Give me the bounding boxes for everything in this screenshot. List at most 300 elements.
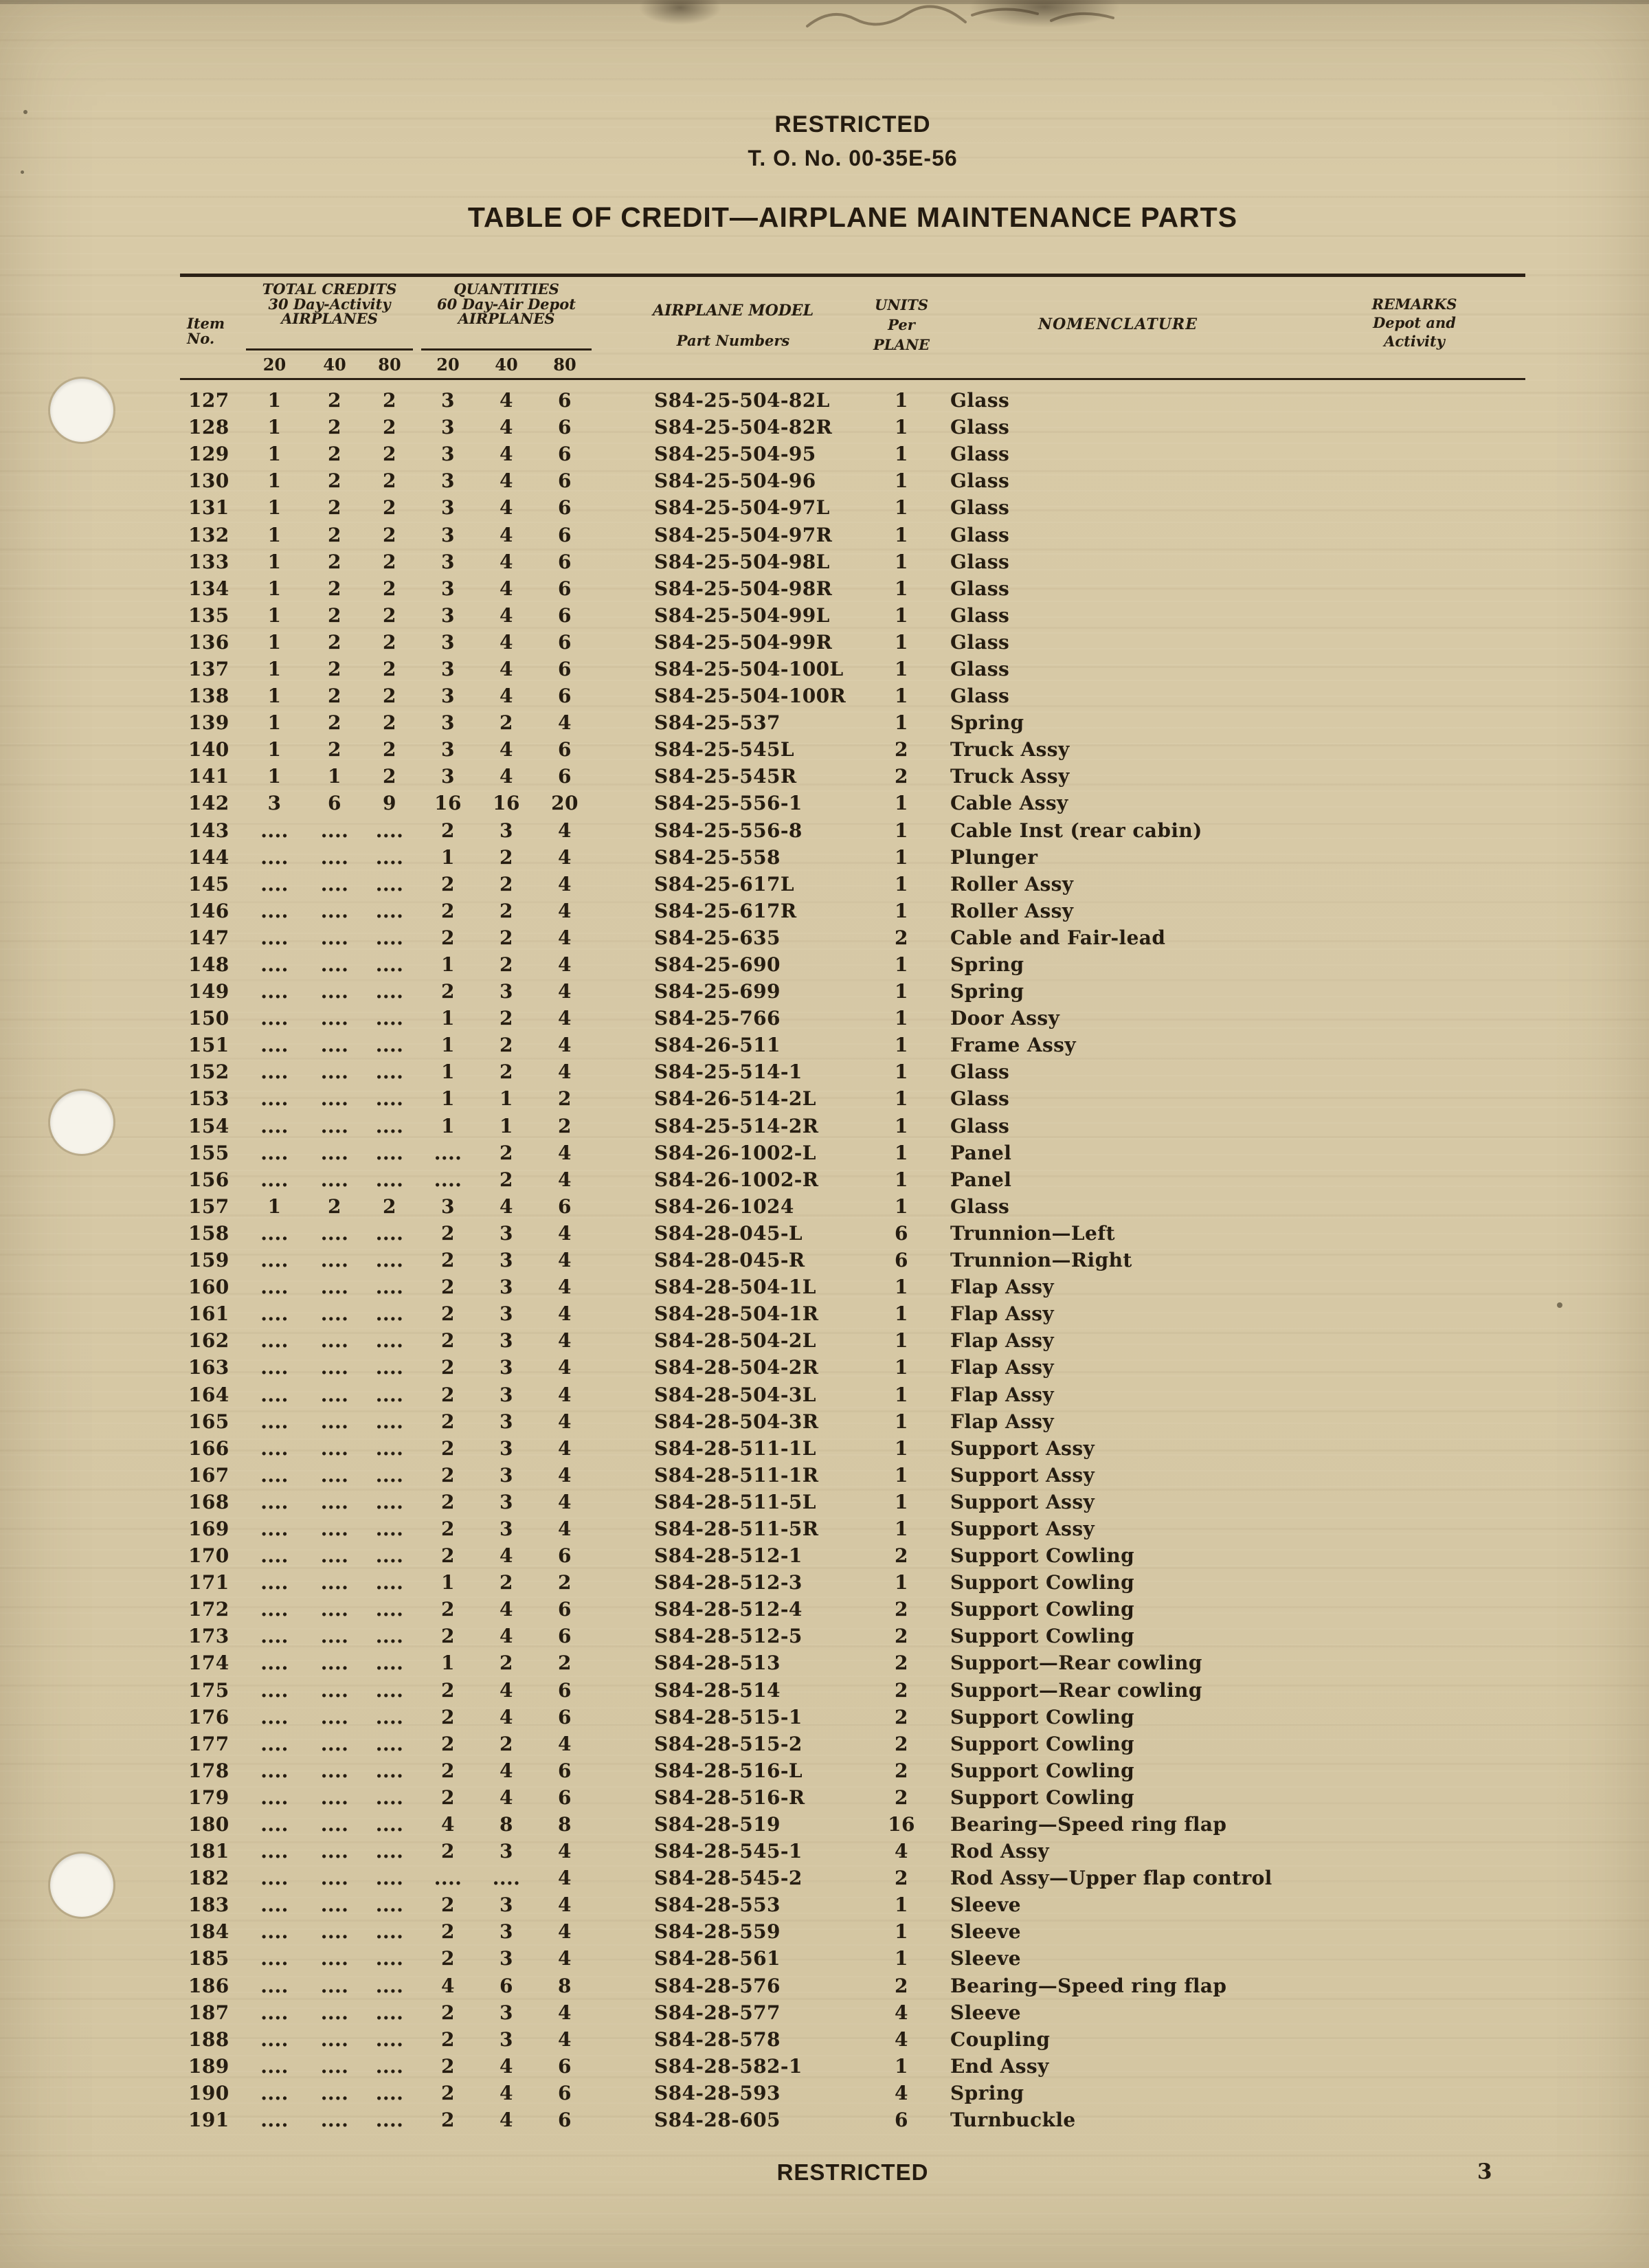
cell-part: S84-28-515-1 [654, 1705, 803, 1728]
cell-t20: .... [260, 1571, 289, 1594]
cell-t40: .... [320, 1759, 349, 1782]
cell-t20: 1 [267, 523, 282, 546]
table-row [180, 736, 1525, 763]
cell-t80: .... [375, 1168, 404, 1191]
cell-units: 2 [895, 738, 908, 761]
cell-t40: 2 [328, 469, 341, 493]
table-row [180, 1354, 1525, 1381]
table-row [180, 656, 1525, 682]
cell-q20: 2 [441, 1893, 455, 1917]
cell-t20: .... [260, 2081, 289, 2104]
cell-q40: 3 [500, 1436, 513, 1460]
cell-q80: 4 [558, 1276, 572, 1299]
cell-q80: 6 [558, 2109, 572, 2132]
cell-item: 188 [188, 2027, 229, 2051]
cell-q40: 4 [500, 469, 513, 493]
cell-t20: 1 [267, 1194, 282, 1218]
cell-item: 179 [188, 1786, 229, 1809]
cell-q20: 3 [441, 603, 455, 627]
cell-t20: .... [260, 1168, 289, 1191]
cell-t80: .... [375, 1114, 404, 1137]
cell-item: 137 [188, 657, 229, 680]
cell-units: 1 [895, 1920, 908, 1944]
cell-nomen: Flap Assy [950, 1329, 1055, 1353]
cell-t20: .... [260, 926, 289, 949]
cell-item: 155 [188, 1141, 229, 1164]
cell-units: 1 [895, 496, 908, 520]
cell-q40: .... [492, 1867, 521, 1890]
cell-q40: 3 [500, 1329, 513, 1353]
cell-t40: .... [320, 1571, 349, 1594]
cell-nomen: Glass [950, 603, 1010, 627]
subcolumn-headers: 20 40 80 [262, 354, 401, 375]
cell-t80: 2 [383, 603, 396, 627]
cell-part: S84-28-605 [654, 2109, 781, 2132]
cell-q80: 6 [558, 2081, 572, 2104]
group-rule [421, 348, 592, 351]
cell-q80: 4 [558, 711, 572, 735]
cell-t80: .... [375, 819, 404, 842]
cell-nomen: Trunnion—Right [950, 1249, 1132, 1272]
cell-q20: 2 [441, 1732, 455, 1755]
cell-q80: 2 [558, 1087, 572, 1111]
cell-item: 154 [188, 1114, 229, 1137]
table-row [180, 2026, 1525, 2053]
cell-q20: 2 [441, 1705, 455, 1728]
cell-t80: .... [375, 1060, 404, 1084]
cell-part: S84-25-545L [654, 738, 794, 761]
cell-units: 1 [895, 657, 908, 680]
cell-item: 167 [188, 1463, 229, 1487]
cell-q40: 2 [500, 1732, 513, 1755]
cell-t40: .... [320, 1786, 349, 1809]
table-row [180, 790, 1525, 816]
cell-units: 1 [895, 1060, 908, 1084]
cell-q40: 4 [500, 577, 513, 600]
cell-t80: .... [375, 1249, 404, 1272]
cell-q20: 3 [441, 550, 455, 573]
cell-t80: .... [375, 1786, 404, 1809]
cell-item: 130 [188, 469, 229, 493]
cell-q20: 2 [441, 2001, 455, 2024]
cell-t80: .... [375, 1302, 404, 1326]
cell-t40: 2 [328, 1194, 341, 1218]
cell-t20: .... [260, 1920, 289, 1944]
cell-t20: 1 [267, 389, 282, 412]
cell-q20: 1 [441, 1652, 455, 1675]
cell-part: S84-28-561 [654, 1947, 781, 1970]
cell-t40: .... [320, 1060, 349, 1084]
cell-part: S84-28-512-3 [654, 1571, 803, 1594]
cell-t80: .... [375, 1410, 404, 1433]
cell-t20: .... [260, 1732, 289, 1755]
cell-part: S84-25-504-99R [654, 630, 833, 654]
table-row [180, 441, 1525, 467]
table-row [180, 871, 1525, 898]
table-row [180, 1999, 1525, 2026]
cell-t40: .... [320, 2109, 349, 2132]
cell-t80: 2 [383, 469, 396, 493]
cell-nomen: Spring [950, 711, 1024, 735]
cell-q40: 4 [500, 1625, 513, 1648]
cell-t80: 2 [383, 416, 396, 439]
cell-nomen: Spring [950, 980, 1024, 1003]
cell-t20: .... [260, 1517, 289, 1540]
cell-q40: 8 [500, 1813, 513, 1836]
cell-item: 161 [188, 1302, 229, 1326]
cell-nomen: Rod Assy—Upper flap control [950, 1867, 1272, 1890]
cell-q80: 4 [558, 1060, 572, 1084]
cell-nomen: Support Assy [950, 1436, 1095, 1460]
cell-t20: .... [260, 1249, 289, 1272]
hole-punch [50, 1854, 113, 1917]
cell-q40: 3 [500, 2027, 513, 2051]
cell-t20: .... [260, 1060, 289, 1084]
cell-q40: 3 [500, 1410, 513, 1433]
cell-part: S84-28-511-5R [654, 1517, 819, 1540]
cell-q20: 2 [441, 819, 455, 842]
cell-t20: .... [260, 1840, 289, 1863]
table-row [180, 1649, 1525, 1676]
cell-t40: .... [320, 1893, 349, 1917]
cell-units: 1 [895, 685, 908, 708]
table-row [180, 1193, 1525, 1220]
cell-q80: 6 [558, 416, 572, 439]
cell-q80: 6 [558, 738, 572, 761]
cell-item: 136 [188, 630, 229, 654]
cell-q20: 2 [441, 1249, 455, 1272]
cell-q20: 1 [441, 1060, 455, 1084]
classification-bottom: RESTRICTED [776, 2159, 929, 2185]
cell-item: 186 [188, 1974, 229, 1997]
cell-q40: 2 [500, 953, 513, 977]
cell-t20: 1 [267, 657, 282, 680]
cell-q80: 4 [558, 899, 572, 922]
cell-t40: .... [320, 1221, 349, 1245]
cell-item: 129 [188, 443, 229, 466]
cell-nomen: Support Cowling [950, 1598, 1135, 1621]
cell-q20: 2 [441, 1276, 455, 1299]
cell-nomen: Door Assy [950, 1007, 1060, 1030]
cell-nomen: Cable Inst (rear cabin) [950, 819, 1202, 842]
cell-units: 2 [895, 765, 908, 788]
cell-q20: 3 [441, 416, 455, 439]
cell-nomen: Glass [950, 496, 1010, 520]
cell-t80: .... [375, 1383, 404, 1406]
cell-nomen: Support Cowling [950, 1759, 1135, 1782]
cell-nomen: Glass [950, 1114, 1010, 1137]
cell-q40: 3 [500, 1490, 513, 1513]
cell-item: 140 [188, 738, 229, 761]
cell-item: 145 [188, 872, 229, 896]
cell-t80: .... [375, 1947, 404, 1970]
cell-q20: 2 [441, 2054, 455, 2078]
table-row [180, 1058, 1525, 1085]
cell-t20: 1 [267, 765, 282, 788]
cell-part: S84-28-512-1 [654, 1544, 803, 1568]
cell-q20: 1 [441, 1571, 455, 1594]
cell-item: 141 [188, 765, 229, 788]
table-row [180, 951, 1525, 978]
cell-t80: .... [375, 1759, 404, 1782]
cell-units: 1 [895, 711, 908, 735]
cell-part: S84-28-576 [654, 1974, 781, 1997]
cell-units: 1 [895, 1034, 908, 1057]
cell-q80: 4 [558, 926, 572, 949]
cell-nomen: Roller Assy [950, 872, 1074, 896]
table-row [180, 1435, 1525, 1462]
cell-t80: .... [375, 1652, 404, 1675]
cell-item: 166 [188, 1436, 229, 1460]
cell-t40: 2 [328, 577, 341, 600]
cell-t80: 2 [383, 523, 396, 546]
cell-nomen: Panel [950, 1141, 1012, 1164]
cell-t40: .... [320, 2027, 349, 2051]
cell-t20: .... [260, 1490, 289, 1513]
cell-t40: .... [320, 1625, 349, 1648]
cell-q80: 6 [558, 1598, 572, 1621]
cell-t80: .... [375, 1356, 404, 1379]
cell-part: S84-28-512-4 [654, 1598, 803, 1621]
cell-q20: 3 [441, 630, 455, 654]
cell-t40: .... [320, 1034, 349, 1057]
cell-t20: .... [260, 1813, 289, 1836]
cell-q40: 2 [500, 872, 513, 896]
cell-nomen: Support—Rear cowling [950, 1652, 1202, 1675]
table-row [180, 1891, 1525, 1918]
cell-q40: 4 [500, 496, 513, 520]
cell-nomen: Support—Rear cowling [950, 1678, 1202, 1702]
cell-t80: 2 [383, 711, 396, 735]
cell-q20: 2 [441, 872, 455, 896]
table-row [180, 2106, 1525, 2133]
cell-item: 157 [188, 1194, 229, 1218]
cell-t40: 2 [328, 685, 341, 708]
cell-t20: .... [260, 2054, 289, 2078]
cell-nomen: Glass [950, 1060, 1010, 1084]
cell-t40: .... [320, 1705, 349, 1728]
cell-part: S84-25-504-98L [654, 550, 830, 573]
cell-q40: 4 [500, 1678, 513, 1702]
cell-units: 2 [895, 1678, 908, 1702]
cell-q80: 4 [558, 1410, 572, 1433]
cell-part: S84-25-504-100L [654, 657, 844, 680]
table-row [180, 2080, 1525, 2106]
cell-part: S84-25-504-96 [654, 469, 816, 493]
cell-t40: .... [320, 1490, 349, 1513]
cell-nomen: Turnbuckle [950, 2109, 1076, 2132]
cell-units: 1 [895, 1383, 908, 1406]
cell-q40: 2 [500, 1168, 513, 1191]
cell-item: 178 [188, 1759, 229, 1782]
table-row [180, 1704, 1525, 1731]
table-rows [180, 375, 1525, 2133]
cell-q80: 6 [558, 685, 572, 708]
cell-q40: 4 [500, 603, 513, 627]
classification-top: RESTRICTED [774, 111, 931, 137]
cell-q80: 4 [558, 2027, 572, 2051]
cell-t80: .... [375, 1678, 404, 1702]
cell-nomen: Glass [950, 1087, 1010, 1111]
table-row [180, 1784, 1525, 1811]
cell-t40: .... [320, 1383, 349, 1406]
cell-t80: .... [375, 1705, 404, 1728]
table-row [180, 1085, 1525, 1112]
cell-nomen: Glass [950, 443, 1010, 466]
hole-punch [50, 1091, 113, 1154]
table-row [180, 575, 1525, 602]
cell-part: S84-25-504-82R [654, 416, 833, 439]
cell-t20: 3 [267, 792, 282, 815]
cell-q20: 3 [441, 389, 455, 412]
cell-q80: 6 [558, 1678, 572, 1702]
cell-q40: 4 [500, 765, 513, 788]
cell-q40: 2 [500, 1034, 513, 1057]
cell-nomen: Glass [950, 685, 1010, 708]
cell-t20: 1 [267, 603, 282, 627]
cell-q40: 3 [500, 1947, 513, 1970]
cell-part: S84-25-617L [654, 872, 794, 896]
cell-item: 158 [188, 1221, 229, 1245]
cell-item: 132 [188, 523, 229, 546]
cell-t80: .... [375, 2027, 404, 2051]
cell-q40: 6 [500, 1974, 513, 1997]
column-header-remarks: REMARKS Depot and Activity [1371, 296, 1457, 350]
cell-nomen: Bearing—Speed ring flap [950, 1974, 1227, 1997]
table-row [180, 629, 1525, 656]
table-row [180, 1005, 1525, 1032]
cell-q40: 3 [500, 1920, 513, 1944]
cell-q80: 4 [558, 872, 572, 896]
cell-nomen: Glass [950, 523, 1010, 546]
cell-t20: .... [260, 1759, 289, 1782]
cell-t20: .... [260, 1544, 289, 1568]
cell-item: 128 [188, 416, 229, 439]
cell-q80: 6 [558, 550, 572, 573]
table-row [180, 1623, 1525, 1649]
cell-q20: 3 [441, 1194, 455, 1218]
cell-t40: .... [320, 1249, 349, 1272]
cell-nomen: Glass [950, 416, 1010, 439]
cell-part: S84-28-553 [654, 1893, 781, 1917]
cell-t20: .... [260, 1034, 289, 1057]
cell-t40: 2 [328, 496, 341, 520]
cell-q20: 3 [441, 711, 455, 735]
cell-q40: 3 [500, 1463, 513, 1487]
table-row [180, 1247, 1525, 1274]
cell-q20: 2 [441, 899, 455, 922]
cell-item: 181 [188, 1840, 229, 1863]
cell-t20: .... [260, 1221, 289, 1245]
table-row [180, 1032, 1525, 1058]
table-row [180, 1811, 1525, 1838]
cell-item: 149 [188, 980, 229, 1003]
cell-item: 171 [188, 1571, 229, 1594]
cell-t40: .... [320, 1867, 349, 1890]
cell-t80: 2 [383, 765, 396, 788]
cell-q80: 4 [558, 1517, 572, 1540]
cell-units: 1 [895, 1087, 908, 1111]
table-row [180, 1731, 1525, 1757]
cell-item: 127 [188, 389, 229, 412]
cell-part: S84-28-515-2 [654, 1732, 803, 1755]
cell-item: 174 [188, 1652, 229, 1675]
cell-t40: .... [320, 1840, 349, 1863]
cell-q40: 4 [500, 1544, 513, 1568]
cell-q40: 4 [500, 2054, 513, 2078]
cell-q20: 2 [441, 2027, 455, 2051]
cell-t80: .... [375, 2054, 404, 2078]
cell-nomen: Spring [950, 953, 1024, 977]
cell-t40: .... [320, 1302, 349, 1326]
cell-q80: 2 [558, 1652, 572, 1675]
cell-q80: 4 [558, 1356, 572, 1379]
cell-t40: 2 [328, 603, 341, 627]
cell-q20: 2 [441, 1436, 455, 1460]
cell-t20: .... [260, 819, 289, 842]
cell-units: 1 [895, 980, 908, 1003]
cell-q20: 1 [441, 953, 455, 977]
cell-nomen: Sleeve [950, 2001, 1021, 2024]
cell-units: 1 [895, 1276, 908, 1299]
cell-nomen: Flap Assy [950, 1410, 1055, 1433]
cell-q40: 2 [500, 711, 513, 735]
cell-item: 142 [188, 792, 229, 815]
cell-q20: 2 [441, 1517, 455, 1540]
cell-units: 1 [895, 1329, 908, 1353]
cell-t20: 1 [267, 630, 282, 654]
table-row [180, 709, 1525, 736]
cell-q80: 4 [558, 980, 572, 1003]
cell-t80: .... [375, 2109, 404, 2132]
cell-t80: .... [375, 1571, 404, 1594]
cell-q40: 3 [500, 1356, 513, 1379]
cell-nomen: Support Assy [950, 1517, 1095, 1540]
cell-q20: 2 [441, 1678, 455, 1702]
cell-nomen: Support Assy [950, 1490, 1095, 1513]
table-row [180, 1113, 1525, 1139]
cell-q80: 4 [558, 1867, 572, 1890]
cell-q20: 2 [441, 1947, 455, 1970]
cell-item: 156 [188, 1168, 229, 1191]
cell-q80: 8 [558, 1974, 572, 1997]
table-row [180, 1166, 1525, 1193]
cell-q20: .... [434, 1867, 462, 1890]
cell-t40: .... [320, 1678, 349, 1702]
cell-nomen: Truck Assy [950, 738, 1070, 761]
cell-item: 183 [188, 1893, 229, 1917]
cell-item: 159 [188, 1249, 229, 1272]
cell-units: 1 [895, 2054, 908, 2078]
cell-part: S84-25-635 [654, 926, 781, 949]
cell-q80: 8 [558, 1813, 572, 1836]
cell-q40: 4 [500, 523, 513, 546]
cell-t80: 2 [383, 657, 396, 680]
cell-part: S84-28-516-R [654, 1786, 805, 1809]
cell-t80: .... [375, 1920, 404, 1944]
cell-part: S84-25-504-97R [654, 523, 833, 546]
cell-t20: .... [260, 953, 289, 977]
cell-q80: 4 [558, 819, 572, 842]
cell-q20: .... [434, 1168, 462, 1191]
cell-q80: 4 [558, 1168, 572, 1191]
cell-t20: .... [260, 1867, 289, 1890]
cell-item: 150 [188, 1007, 229, 1030]
cell-nomen: Glass [950, 630, 1010, 654]
cell-units: 1 [895, 1490, 908, 1513]
cell-part: S84-25-504-99L [654, 603, 830, 627]
cell-part: S84-28-545-1 [654, 1840, 803, 1863]
